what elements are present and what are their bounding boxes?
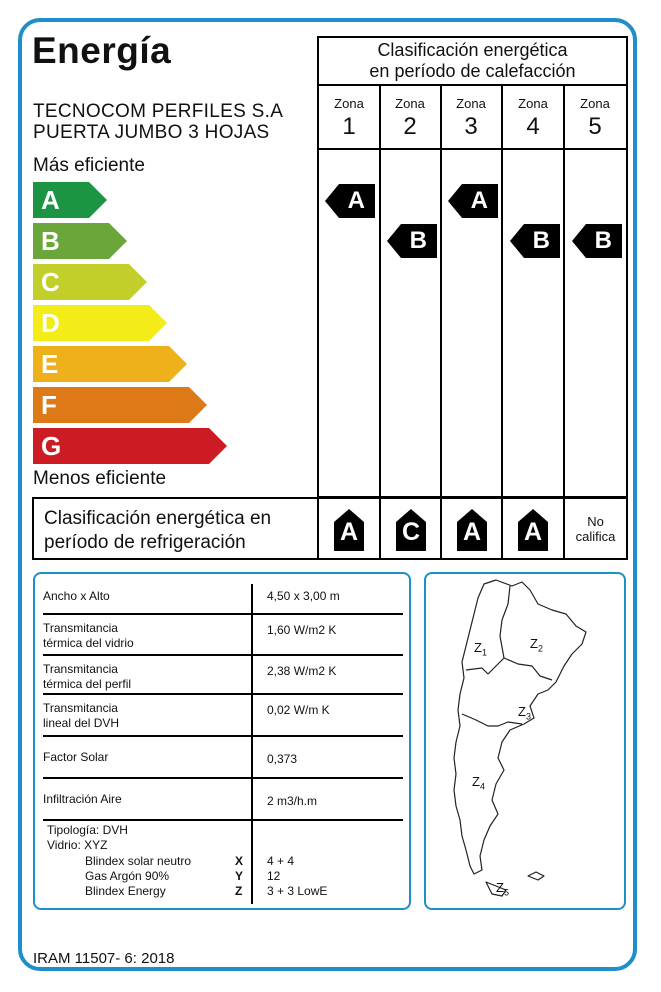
heating-rating-letter: A (470, 187, 488, 214)
spec-glass: Vidrio: XYZ (47, 838, 108, 852)
zone-word: Zona (518, 96, 548, 111)
cooling-cell-zone-5 (563, 499, 626, 558)
zone-word: Zona (395, 96, 425, 111)
cooling-rating-letter: C (401, 518, 421, 546)
scale-letter: D (41, 308, 60, 338)
scale-arrow-d (33, 305, 167, 341)
zone-number: 5 (588, 113, 602, 140)
scale-arrow-c (33, 264, 147, 300)
cooling-no-rating-line1: No (587, 514, 604, 529)
cooling-rating-zone-1 (334, 509, 364, 551)
heating-grid (317, 36, 628, 498)
heating-rating-zone-4 (510, 224, 560, 258)
heating-rating-zone-2 (387, 224, 437, 258)
cooling-rating-zone-3 (457, 509, 487, 551)
zone-map-box (424, 572, 626, 910)
zone-map (426, 574, 624, 908)
cooling-rating-letter: A (462, 518, 482, 546)
spec-label-text: lineal del DVH (43, 716, 120, 730)
zone-header-separator (319, 148, 626, 150)
spec-separator (43, 777, 403, 779)
spec-label-air-infiltration (43, 792, 122, 807)
zone-word: Zona (580, 96, 610, 111)
heating-header-line2: en período de calefacción (369, 61, 576, 81)
zone-word: Zona (456, 96, 486, 111)
zone-word: Zona (334, 96, 364, 111)
zone-number: 1 (342, 113, 356, 140)
spec-layer-name: Blindex solar neutro (85, 854, 192, 868)
label-title: Energía (32, 30, 172, 71)
scale-letter: E (41, 349, 59, 379)
scale-letter: B (41, 226, 60, 256)
zone-header-1 (319, 86, 379, 148)
cooling-label-line2: período de refrigeración (44, 532, 246, 553)
spec-layer-key: Z (235, 884, 243, 898)
cooling-label (44, 507, 271, 555)
cooling-no-rating (565, 514, 626, 544)
zone-number: 3 (464, 113, 478, 140)
map-zone-border (462, 714, 522, 726)
spec-label-size (43, 589, 110, 604)
spec-separator (43, 735, 403, 737)
spec-label-text: Factor Solar (43, 750, 109, 764)
scale-arrow-b (33, 223, 127, 259)
scale-arrow-e (33, 346, 187, 382)
map-zone-label-2: $Z_2$ (530, 636, 543, 654)
cooling-row (32, 497, 628, 560)
heating-rating-zone-3 (448, 184, 498, 218)
zone-header-2 (380, 86, 440, 148)
product-name: PUERTA JUMBO 3 HOJAS (33, 122, 270, 143)
heating-rating-letter: B (532, 227, 550, 254)
map-islands (528, 872, 544, 880)
spec-label-solar-factor (43, 750, 108, 765)
spec-separator (43, 819, 403, 821)
spec-layer-value: 3 + 3 LowE (267, 884, 328, 898)
cooling-cell-zone-2 (379, 499, 440, 558)
cooling-label-line1: Clasificación energética en (44, 508, 272, 529)
spec-label-linear-transmittance (43, 701, 119, 731)
scale-letter: G (41, 431, 62, 461)
heating-rating-letter: B (409, 227, 427, 254)
heating-rating-zone-5 (572, 224, 622, 258)
spec-value-glass-transmittance: 1,60 W/m2 K (267, 623, 337, 637)
spec-label-glass-transmittance (43, 621, 134, 651)
more-efficient-label: Más eficiente (33, 155, 145, 176)
spec-label-text: Transmitancia (43, 662, 118, 676)
cooling-rating-zone-2 (396, 509, 426, 551)
specs-box (33, 572, 411, 910)
spec-separator (43, 654, 403, 656)
spec-label-text: térmica del vidrio (43, 636, 134, 650)
manufacturer-block (33, 101, 283, 143)
cooling-rating-zone-4 (518, 509, 548, 551)
spec-value-profile-transmittance: 2,38 W/m2 K (267, 664, 337, 678)
map-zone-label-3: $Z_3$ (518, 704, 531, 722)
spec-layer-key: Y (235, 869, 244, 883)
spec-typology: Tipología: DVH (47, 823, 128, 837)
map-zone-label-4: $Z_4$ (472, 774, 485, 792)
spec-separator (43, 693, 403, 695)
spec-label-text: Transmitancia (43, 621, 118, 635)
cooling-no-rating-line2: califica (575, 529, 616, 544)
map-zone-border (466, 658, 552, 680)
scale-arrow-f (33, 387, 207, 423)
spec-label-text: Ancho x Alto (43, 589, 110, 603)
scale-arrow-g (33, 428, 227, 464)
spec-layer-name: Gas Argón 90% (85, 869, 170, 883)
spec-value-air-infiltration: 2 m3/h.m (267, 794, 318, 808)
norm-reference: IRAM 11507- 6: 2018 (33, 950, 175, 967)
map-zone-border (500, 586, 510, 658)
map-zone-label-1: $Z_1$ (474, 640, 487, 658)
heating-rating-zone-1 (325, 184, 375, 218)
map-outline (454, 580, 586, 874)
cooling-cell-zone-4 (501, 499, 563, 558)
scale-letter: F (41, 390, 57, 420)
spec-label-text: Transmitancia (43, 701, 118, 715)
scale-letter: A (41, 185, 60, 215)
zone-number: 2 (403, 113, 417, 140)
zone-header-5 (564, 86, 626, 148)
cooling-rating-letter: A (339, 518, 359, 546)
scale-arrow-a (33, 182, 107, 218)
heating-rating-letter: A (347, 187, 365, 214)
spec-layer-name: Blindex Energy (85, 884, 166, 898)
cooling-rating-letter: A (523, 518, 543, 546)
spec-label-profile-transmittance (43, 662, 131, 692)
heating-rating-letter: B (594, 227, 612, 254)
spec-value-size: 4,50 x 3,00 m (267, 589, 340, 603)
spec-label-text: Infiltración Aire (43, 792, 122, 806)
spec-layer-value: 12 (267, 869, 281, 883)
specs-column-divider (251, 584, 253, 904)
spec-value-linear-transmittance: 0,02 W/m K (267, 703, 330, 717)
cooling-cell-zone-3 (440, 499, 501, 558)
heating-header (319, 38, 626, 86)
zone-number: 4 (526, 113, 540, 140)
cooling-cell-zone-1 (317, 499, 379, 558)
less-efficient-label: Menos eficiente (33, 468, 167, 489)
scale-letter: C (41, 267, 60, 297)
zone-header-3 (441, 86, 501, 148)
heating-header-line1: Clasificación energética (377, 40, 568, 60)
map-zone-label-5: $Z_5$ (496, 880, 509, 898)
spec-value-solar-factor: 0,373 (267, 752, 298, 766)
manufacturer-name: TECNOCOM PERFILES S.A (33, 101, 284, 122)
spec-layer-key: X (235, 854, 244, 868)
zone-header-4 (503, 86, 563, 148)
spec-layer-value: 4 + 4 (267, 854, 295, 868)
spec-separator (43, 613, 403, 615)
spec-label-text: térmica del perfil (43, 677, 132, 691)
